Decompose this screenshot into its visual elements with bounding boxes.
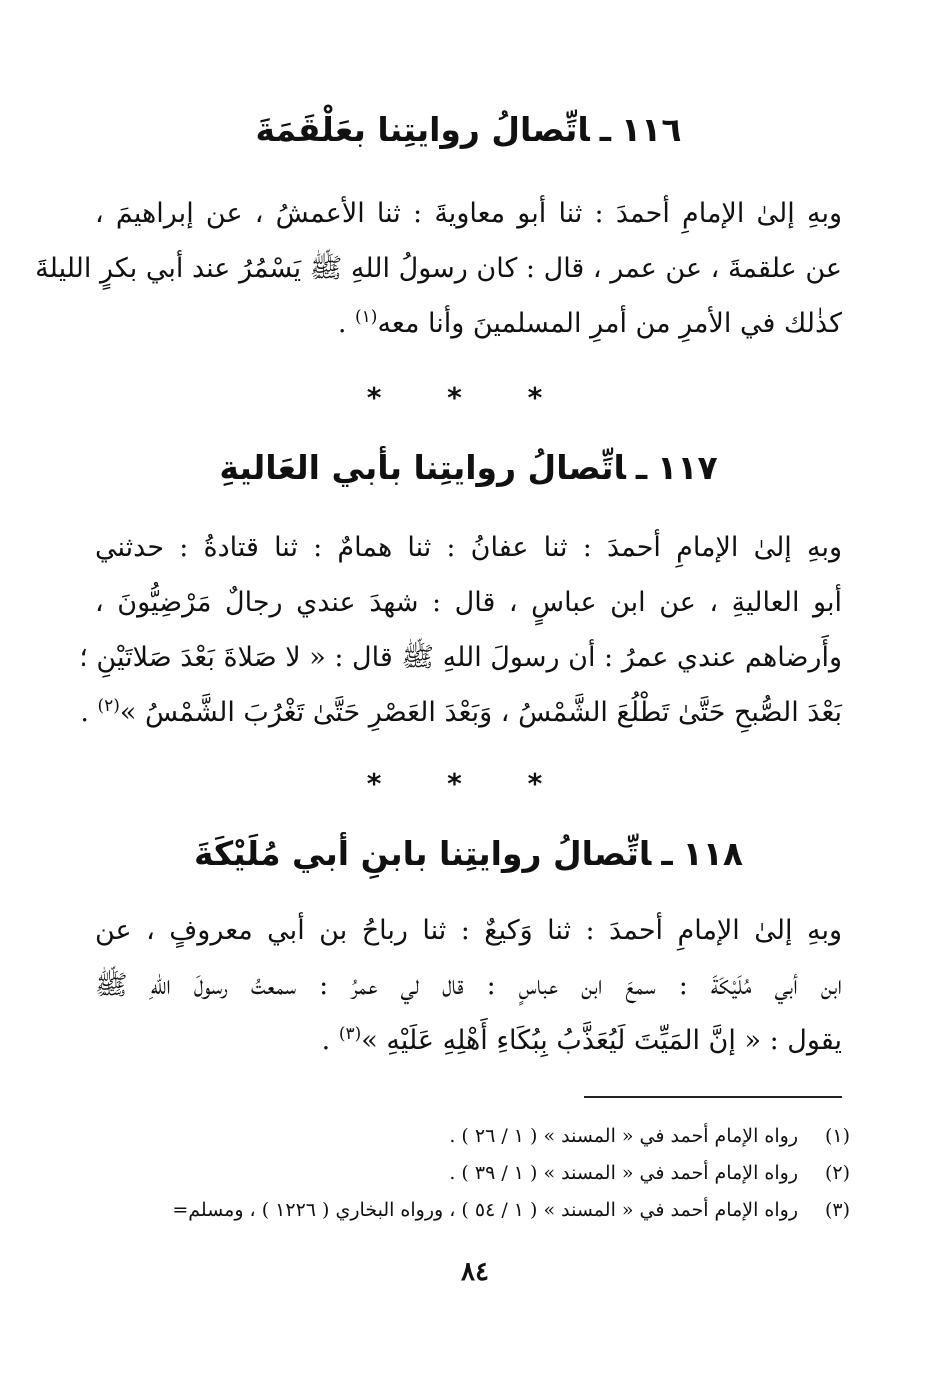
footnote-ref: (١) <box>355 307 378 327</box>
text-line: كذٰلك في الأمرِ من أمرِ المسلمينَ وأنا معه$^{(١)}$ . <box>337 307 842 339</box>
text-line: وبهِ إلىٰ الإمامِ أحمدَ : ثنا عفانُ : ثنا همامٌ : ثنا قتادةُ : حدثني <box>95 532 842 563</box>
section-separator: * * * <box>366 381 571 414</box>
footnote-text: رواه الإمام أحمد في « المسند » ( ١ / ٢٦ ) . <box>449 1125 798 1147</box>
text-line: وبهِ إلىٰ الإمامِ أحمدَ : ثنا وَكيعٌ : ثنا رباحُ بن أبي معروفٍ ، عن <box>95 915 842 946</box>
section-title-118 <box>95 832 842 876</box>
section-title-117 <box>95 446 842 490</box>
footnote-item <box>95 1118 850 1155</box>
text-line: بَعْدَ الصُّبحِ حَتَّىٰ تَطْلُعَ الشَّمْسُ ، وَبَعْدَ العَصْرِ حَتَّىٰ تَغْرُبَ الشَّمْسُ »$^{(٢)}$ . <box>80 696 842 728</box>
section-dash: ـ <box>661 834 673 873</box>
text-line: وأَرضاهم عندي عمرُ : أن رسولَ اللهِ ﷺ قال : « لا صَلاةَ بَعْدَ صَلاتَيْنِ ؛ <box>79 642 842 673</box>
section-number: ١١٨ <box>682 834 744 873</box>
section-heading: اتِّصالُ روايتِنا بابنِ أبي مُلَيْكَةَ <box>193 834 652 873</box>
footnote-number: (١) <box>824 1125 850 1147</box>
text-line: عن علقمةَ ، عن عمر ، قال : كان رسولُ اللهِ ﷺ يَسْمُرُ عند أبي بكرٍ الليلةَ <box>35 253 842 284</box>
section-heading: اتِّصالُ روايتِنا بعَلْقَمَةَ <box>255 110 590 149</box>
section-dash: ـ <box>635 448 648 487</box>
section-body-117 <box>79 520 842 740</box>
footnote-number: (٣) <box>824 1199 850 1221</box>
page-number: ٨٤ <box>461 1257 489 1287</box>
footnote-text: رواه الإمام أحمد في « المسند » ( ١ / ٥٤ ) ، ورواه البخاري ( ١٢٢٦ ) ، ومسلم= <box>172 1199 798 1221</box>
footnote-ref: (٣) <box>338 1024 362 1044</box>
footnote-ref: (٢) <box>97 696 120 716</box>
section-body-116 <box>35 186 842 351</box>
section-heading: اتِّصالُ روايتِنا بأبي العَاليةِ <box>219 448 626 487</box>
section-title-116 <box>95 108 842 152</box>
text-line: أبو العاليةِ ، عن ابن عباسٍ ، قال : شهدَ عندي رجالٌ مَرْضِيُّونَ ، <box>95 587 842 618</box>
text-line: يقول : « إنَّ المَيِّتَ لَيُعَذَّبُ بِبُكَاءِ أَهْلِهِ عَلَيْهِ »$^{(٣)}$ . <box>321 1024 842 1056</box>
footnote-number: (٢) <box>824 1162 850 1184</box>
text-line: ابن أبي مُلَيْكَةَ : سمعَ ابن عباسٍ : قال لي عمرُ : سمعتُ رسولَ اللهِ ﷺ <box>95 970 842 1001</box>
footnote-text: رواه الإمام أحمد في « المسند » ( ١ / ٣٩ ) . <box>449 1162 798 1184</box>
footnote-item <box>95 1155 850 1192</box>
footnote-item <box>95 1192 850 1229</box>
section-body-118 <box>95 903 842 1068</box>
section-number: ١١٧ <box>657 448 718 487</box>
section-number: ١١٦ <box>621 110 682 149</box>
section-dash: ـ <box>599 110 612 149</box>
section-separator: * * * <box>366 767 571 800</box>
text-line: وبهِ إلىٰ الإمامِ أحمدَ : ثنا أبو معاويةَ : ثنا الأعمشُ ، عن إبراهيمَ ، <box>95 198 842 229</box>
footnote-divider <box>584 1096 842 1098</box>
footnotes <box>95 1118 850 1229</box>
